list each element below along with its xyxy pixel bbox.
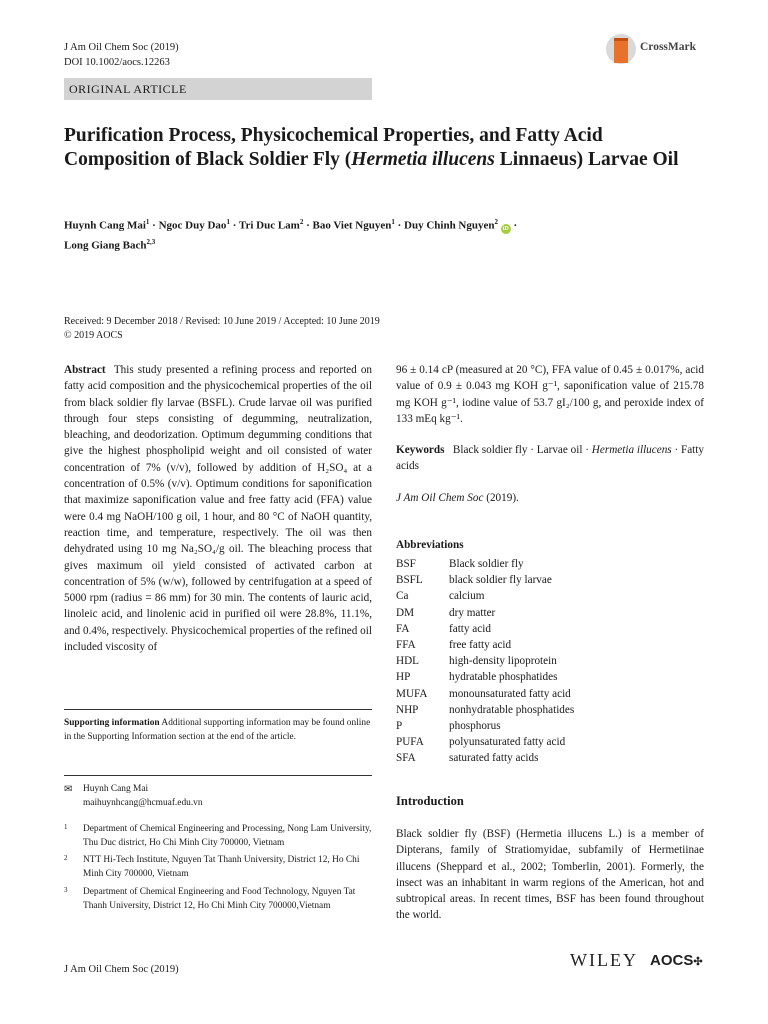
abbreviation-term: FA xyxy=(396,622,410,635)
abbreviation-definition: phosphorus xyxy=(449,720,501,732)
copyright: © 2019 AOCS xyxy=(64,330,123,341)
abbreviation-definition: free fatty acid xyxy=(449,639,512,651)
divider xyxy=(64,775,372,776)
section-heading-introduction: Introduction xyxy=(396,794,464,808)
corresponding-email[interactable]: maihuynhcang@hcmuaf.edu.vn xyxy=(83,797,203,808)
supporting-label: Supporting information xyxy=(64,718,160,728)
abbreviation-definition: calcium xyxy=(449,590,485,603)
abbreviation-definition: nonhydratable phosphatides xyxy=(449,703,575,716)
supporting-info xyxy=(64,717,372,744)
aocs-logo[interactable] xyxy=(650,952,703,969)
supporting-text: Additional supporting information may be found online in the Supporting Information section at the end of the article. xyxy=(64,718,371,742)
divider xyxy=(64,709,372,710)
author-affil-sup: 2 xyxy=(299,218,304,226)
abbreviations-heading: Abbreviations xyxy=(396,539,464,551)
title-part2: Linnaeus) Larvae Oil xyxy=(494,149,679,170)
abbreviation-term: PUFA xyxy=(396,736,424,749)
abbreviation-definition: fatty acid xyxy=(449,622,491,635)
affiliation-text: NTT Hi-Tech Institute, Nguyen Tat Thanh University, District 12, Ho Chi Minh City 700000, Vietnam xyxy=(83,855,360,879)
abbreviation-definition: polyunsaturated fatty acid xyxy=(449,736,566,749)
author-affil-sup: 1 xyxy=(145,218,150,226)
author[interactable]: Tri Duc Lam xyxy=(238,219,300,232)
citation xyxy=(396,490,704,506)
author-affil-sup: 1 xyxy=(391,218,395,226)
author-list: Huynh Cang Mai$^1$ · Ngoc Duy Dao$^1$ · Tri Duc Lam$^2$ · Bao Viet Nguyen$^1$ · Duy Chinh Nguyen$^2$ iD · Long Giang Bach$^{2,3}$ xyxy=(64,218,518,252)
doi[interactable]: DOI 10.1002/aocs.12263 xyxy=(64,57,170,68)
author[interactable]: Bao Viet Nguyen xyxy=(312,219,392,232)
orcid-icon[interactable]: iD xyxy=(502,225,509,232)
keywords-tail: · Fatty acids xyxy=(396,444,704,473)
journal-header: J Am Oil Chem Soc (2019) xyxy=(64,42,179,53)
crossmark-label: CrossMark xyxy=(640,41,697,53)
keywords-label: Keywords xyxy=(396,444,445,456)
paper-title xyxy=(64,124,684,172)
envelope-icon: ✉ xyxy=(64,784,73,795)
author[interactable]: Huynh Cang Mai xyxy=(64,219,146,232)
abbreviation-term: FFA xyxy=(396,639,416,651)
abbreviation-term: Ca xyxy=(396,590,409,603)
abbreviation-term: HDL xyxy=(396,655,419,668)
abbreviation-term: BSFL xyxy=(396,574,423,587)
keywords-text: Black soldier fly · Larvae oil · xyxy=(452,444,592,456)
keywords-species: Hermetia illucens xyxy=(591,444,672,456)
crossmark-badge[interactable] xyxy=(606,34,706,64)
author[interactable]: Long Giang Bach xyxy=(64,239,147,252)
aocs-mark-icon: ✣ xyxy=(693,956,703,968)
introduction-text: Black soldier fly (BSF) (Hermetia illucens L.) is a member of Dipterans, family of Stratiomyidae, subfamily of Hermetiinae illucens (Sheppard et al., 2002; Tomberlin, 2001). Formerly, the insect was an inhabitant in warm regions of the American, hot and subtropical areas. In recent times, BSF has been found throughout the world. xyxy=(396,828,704,922)
abbreviation-definition: black soldier fly larvae xyxy=(449,574,552,587)
citation-journal: J Am Oil Chem Soc xyxy=(396,492,484,504)
article-type-banner: ORIGINAL ARTICLE xyxy=(64,78,372,100)
footer-journal: J Am Oil Chem Soc (2019) xyxy=(64,964,179,975)
abbreviation-term: SFA xyxy=(396,752,416,765)
aocs-logo-text: AOCS xyxy=(650,952,694,969)
crossmark-icon xyxy=(606,34,636,64)
corresponding-author: Huynh Cang Mai xyxy=(83,784,149,794)
author[interactable]: Ngoc Duy Dao xyxy=(158,219,227,232)
abbreviation-term: NHP xyxy=(396,703,419,716)
abbreviation-definition: hydratable phosphatides xyxy=(449,671,558,684)
received-dates: Received: 9 December 2018 / Revised: 10 June 2019 / Accepted: 10 June 2019 xyxy=(64,316,380,327)
title-species: Hermetia illucens xyxy=(351,149,495,170)
keywords xyxy=(396,442,704,475)
abstract-continued: 96 ± 0.14 cP (measured at 20 °C), FFA value of 0.45 ± 0.017%, acid value of 0.9 ± 0.043 mg KOH g⁻¹, saponification value of 215.78 mg KOH g⁻¹, iodine value of 53.7 gI₂/100 g, and peroxide index of 133 mEq kg⁻¹. xyxy=(396,364,704,425)
abbreviation-term: DM xyxy=(396,606,415,619)
abbreviation-definition: saturated fatty acids xyxy=(449,752,539,765)
abbreviation-term: HP xyxy=(396,671,411,684)
abbreviation-definition: high-density lipoprotein xyxy=(449,655,557,668)
abstract-label: Abstract xyxy=(64,364,106,376)
affiliation-text: Department of Chemical Engineering and Food Technology, Nguyen Tat Thanh University, District 12, Ho Chi Minh City 700000,Vietnam xyxy=(83,887,356,911)
author-affil-sup: 2 xyxy=(494,218,498,226)
abbreviation-term: BSF xyxy=(396,558,416,570)
affiliation-number: 3 xyxy=(64,886,68,894)
citation-tail: (2019). xyxy=(483,492,519,504)
abbreviation-term: MUFA xyxy=(396,687,428,700)
wiley-logo[interactable]: WILEY xyxy=(570,950,638,970)
author[interactable]: Duy Chinh Nguyen xyxy=(404,219,495,232)
author-affil-sup: 1 xyxy=(226,218,230,226)
abstract xyxy=(64,362,372,655)
affiliation-number: 2 xyxy=(64,854,68,862)
abbreviation-definition: dry matter xyxy=(449,606,496,619)
abbreviation-term: P xyxy=(396,720,403,732)
author-affil-sup: 2,3 xyxy=(146,237,156,246)
abbreviation-definition: monounsaturated fatty acid xyxy=(449,687,571,700)
affiliation-number: 1 xyxy=(64,823,68,831)
abbreviation-definition: Black soldier fly xyxy=(449,558,524,570)
affiliation-text: Department of Chemical Engineering and Processing, Nong Lam University, Thu Duc district, Ho Chi Minh City 700000, Vietnam xyxy=(83,824,372,848)
abstract-text: This study presented a refining process and reported on fatty acid composition and the physicochemical properties of the oil from black soldier fly larvae (BSFL). Crude larvae oil was purified through four steps consisting of degumming, neutralization, bleaching, and deodorization. Optimum degumming conditions that give the highest phospholipid weight and oil consisted of water concentration of 7% (v/v), followed by addition of H₂SO₄ at a concentration of 0.5% (v/v). Optimum conditions for saponification that maximize saponification value and free fatty acid (FFA) value were 0.4 mg NaOH/100 g oil, 1 hour, and 80 °C of NaOH quantity, reaction time, and temperature, respectively. The oil was then dehydrated using 10 mg Na₂SO₄/g oil. The bleaching process that gives maximum oil yield consisted of activated carbon at concentration of 5% (w/w), followed by centrifugation at a speed of 5000 rpm (radius = 86 mm) for 30 min. The contents of lauric acid, linoleic acid, and linolenic acid in purified oil were 28.8%, 11.1%, and 0.4%, respectively. Physicochemical properties of the refined oil included viscosity of xyxy=(64,364,373,654)
title-part1: Purification Process, Physicochemical Properties, and Fatty Acid Composition of Black Soldier Fly ( xyxy=(64,125,603,170)
